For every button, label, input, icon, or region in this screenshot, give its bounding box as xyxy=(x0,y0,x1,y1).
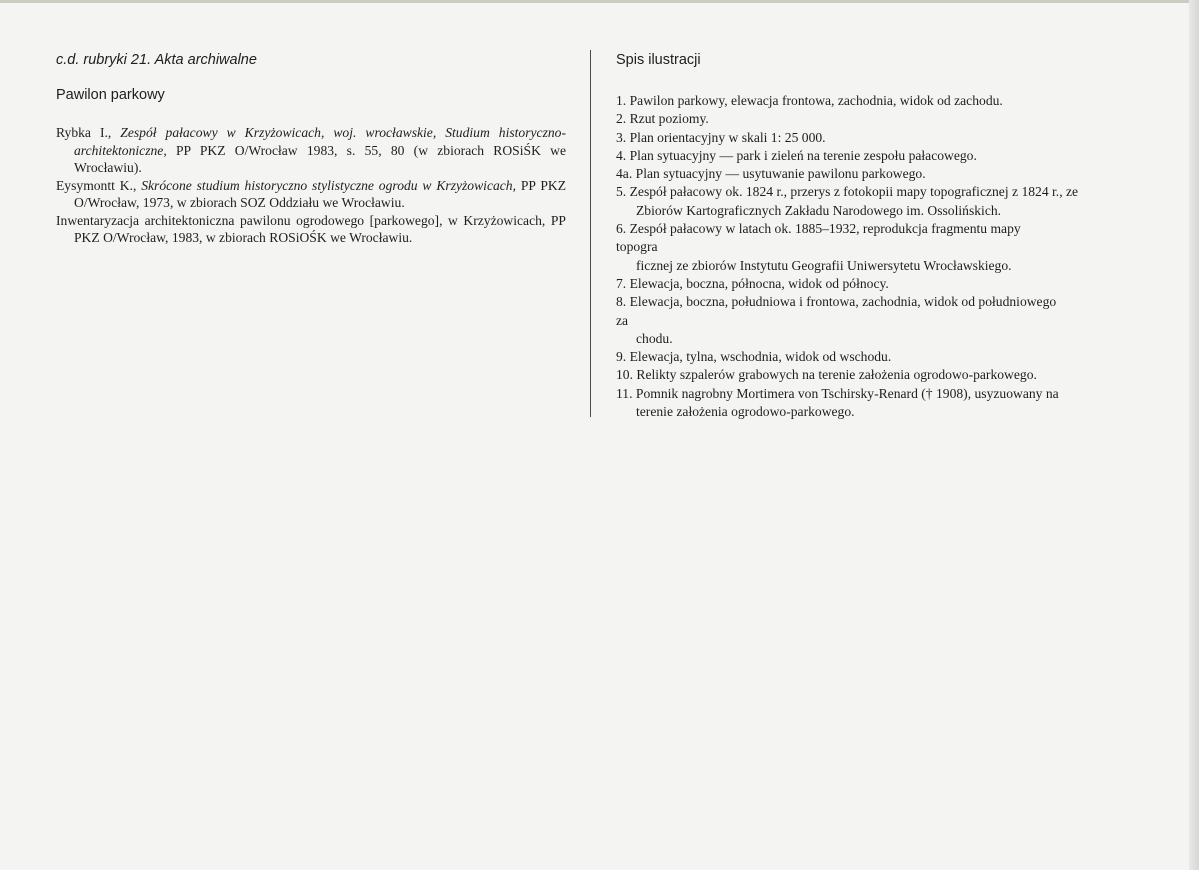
illustration-line-continued: terenie założenia ogrodowo-parkowego. xyxy=(636,404,855,420)
illustration-text xyxy=(616,220,1066,275)
illustration-item xyxy=(616,366,1151,384)
illustration-number: 4. xyxy=(616,147,627,163)
illustration-number: 6. xyxy=(616,221,627,237)
illustration-item xyxy=(616,92,1151,110)
bib-details: Inwentaryzacja architektoniczna pawilonu ogrodowego [parkowego], w Krzyżowicach, PP PKZ O/Wrocław, 1983, w zbiorach ROSiOŚK we Wrocławiu. xyxy=(56,212,566,245)
bib-entry xyxy=(56,212,566,247)
bib-author: Rybka I., xyxy=(56,125,121,140)
illustration-line-continued: ficznej ze zbiorów Instytutu Geografii Uniwersytetu Wrocławskiego. xyxy=(636,257,1012,273)
illustration-line: Zespół pałacowy ok. 1824 r., przerys z fotokopii mapy topograficznej z 1824 r., ze xyxy=(629,184,1079,200)
illustration-text xyxy=(616,147,977,165)
illustration-text xyxy=(616,275,889,293)
illustration-number: 5. xyxy=(616,184,627,200)
illustration-text xyxy=(616,366,1037,384)
bib-title: Zespół pałacowy w Krzyżowicach, woj. wrocławskie, Studium historyczno-architektoniczne, xyxy=(74,125,566,158)
illustration-item xyxy=(616,183,1151,220)
illustration-line: Plan orientacyjny w skali 1: 25 000. xyxy=(629,129,826,145)
illustration-text xyxy=(616,129,826,147)
illustration-item xyxy=(616,110,1151,128)
illustration-item xyxy=(616,293,1151,348)
illustration-line-continued: Zbiorów Kartograficznych Zakładu Narodowego im. Ossolińskich. xyxy=(636,202,1002,218)
illustration-number: 11. xyxy=(616,385,633,401)
bib-author: Eysymontt K., xyxy=(56,177,142,193)
illustration-item xyxy=(616,385,1151,422)
illustration-item xyxy=(616,165,1151,183)
card-right-edge xyxy=(1189,0,1199,870)
illustration-text xyxy=(616,92,1003,110)
illustration-number: 2. xyxy=(616,111,627,127)
continuation-heading: c.d. rubryki 21. Akta archiwalne xyxy=(56,52,257,68)
bib-entry xyxy=(56,124,566,177)
illustration-item xyxy=(616,129,1151,147)
bibliography xyxy=(56,124,566,247)
illustration-number: 8. xyxy=(616,294,627,310)
illustration-text xyxy=(616,183,1078,220)
illustration-line: Elewacja, boczna, południowa i frontowa, zachodnia, widok od południowego za xyxy=(616,294,1057,328)
illustrations-list xyxy=(616,92,1151,421)
section-title: Pawilon parkowy xyxy=(56,87,165,103)
column-divider xyxy=(590,50,591,417)
left-column xyxy=(56,52,566,247)
illustration-number: 7. xyxy=(616,275,627,291)
illustration-line: Relikty szpalerów grabowych na terenie założenia ogrodowo-parkowego. xyxy=(636,367,1037,383)
bib-details: PP PKZ O/Wrocław 1983, s. 55, 80 (w zbiorach ROSiŚK we Wrocławiu). xyxy=(74,142,566,175)
illustration-line: Plan sytuacyjny — park i zieleń na terenie zespołu pałacowego. xyxy=(629,147,977,163)
illustration-item xyxy=(616,220,1151,275)
illustration-line: Pawilon parkowy, elewacja frontowa, zachodnia, widok od zachodu. xyxy=(629,93,1003,108)
illustration-text xyxy=(616,165,926,183)
bib-details: PP PKZ O/Wrocław, 1973, w zbiorach SOZ Oddziału we Wrocławiu. xyxy=(74,177,566,210)
bib-entry xyxy=(56,177,566,212)
illustration-line: Zespół pałacowy w latach ok. 1885–1932, reprodukcja fragmentu mapy topogra xyxy=(616,221,1021,255)
illustration-line: Rzut poziomy. xyxy=(629,111,709,127)
bib-title: Skrócone studium historyczno stylistyczne ogrodu w Krzyżowicach, xyxy=(141,177,517,193)
card-top-edge xyxy=(0,0,1199,3)
illustration-number: 9. xyxy=(616,349,627,365)
illustration-line-continued: chodu. xyxy=(636,330,673,346)
illustration-line: Plan sytuacyjny — usytuwanie pawilonu parkowego. xyxy=(635,166,926,182)
illustration-text xyxy=(616,293,1072,348)
right-column xyxy=(616,52,1151,435)
illustration-number: 1. xyxy=(616,93,627,108)
illustration-line: Pomnik nagrobny Mortimera von Tschirsky-Renard († 1908), usyzuowany na xyxy=(635,385,1059,401)
illustration-line: Elewacja, tylna, wschodnia, widok od wschodu. xyxy=(629,349,892,365)
illustration-text xyxy=(616,110,709,128)
illustration-number: 4a. xyxy=(616,166,633,182)
illustration-number: 10. xyxy=(616,367,633,383)
illustration-number: 3. xyxy=(616,129,627,145)
illustration-item xyxy=(616,275,1151,293)
illustration-line: Elewacja, boczna, północna, widok od północy. xyxy=(629,275,889,291)
illustrations-heading: Spis ilustracji xyxy=(616,52,701,68)
illustration-text xyxy=(616,385,1059,422)
illustration-item xyxy=(616,348,1151,366)
illustration-text xyxy=(616,348,891,366)
illustration-item xyxy=(616,147,1151,165)
